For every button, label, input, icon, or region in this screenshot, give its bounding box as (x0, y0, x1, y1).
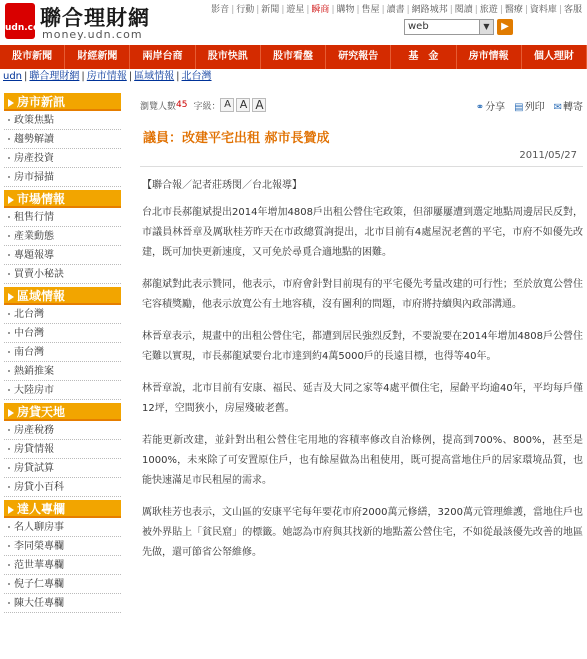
link-separator: | (558, 5, 562, 15)
link-separator: | (281, 5, 285, 15)
sidebar-item[interactable]: 南台灣 (4, 343, 121, 362)
breadcrumb-link[interactable]: 北台灣 (181, 71, 212, 82)
breadcrumb (0, 70, 587, 84)
top-link[interactable]: 資料庫 (529, 5, 557, 15)
nav-item[interactable]: 股市新聞 (0, 45, 65, 69)
email-label: 轉寄 (563, 101, 583, 113)
article-paragraph: 台北市長郝龍斌提出2014年增加4808戶出租公營住宅政策，但卻屢屢遭到選定地點周邊居民反對，市議員林晉章及厲耿桂芳昨天在市政總質詢提出，北市目前有4處屋況老舊的平宅，市府不如優先改建，既可加快更新速度，又可免於尋覓合適地點的困難。 (142, 207, 583, 258)
sidebar-section-header[interactable] (4, 500, 121, 518)
sidebar-item[interactable]: 產業動態 (4, 227, 121, 246)
breadcrumb-link[interactable]: udn (3, 71, 23, 82)
breadcrumb-separator: | (24, 71, 28, 82)
sidebar-item[interactable]: 房貸小百科 (4, 478, 121, 497)
sidebar-item[interactable]: 買賣小秘訣 (4, 265, 121, 284)
article-title: 議員：改建平宅出租 郝市長贊成 (143, 131, 330, 146)
sidebar-item[interactable]: 大陸房市 (4, 381, 121, 400)
sidebar-section-header[interactable] (4, 93, 121, 111)
top-link[interactable]: 旅遊 (479, 5, 498, 15)
triangle-right-icon (8, 409, 14, 417)
font-large-button[interactable]: A (252, 98, 266, 112)
sidebar-item[interactable]: 北台灣 (4, 305, 121, 324)
triangle-right-icon (8, 99, 14, 107)
font-size-label: 字級： (193, 101, 221, 112)
sidebar-section-title: 市場情報 (17, 192, 66, 206)
link-separator: | (449, 5, 453, 15)
article-toolbar (140, 95, 583, 115)
top-link[interactable]: 網路城邦 (411, 5, 448, 15)
sidebar-section-header[interactable] (4, 287, 121, 305)
search-select-value: web (408, 21, 429, 32)
sidebar-item[interactable]: 房市掃描 (4, 168, 121, 187)
search-button[interactable]: ▶ (497, 19, 513, 35)
font-medium-button[interactable]: A (236, 98, 250, 112)
triangle-right-icon (8, 506, 14, 514)
sidebar-section-title: 區域情報 (17, 289, 66, 303)
nav-item[interactable]: 研究報告 (326, 45, 391, 69)
triangle-right-icon (8, 196, 14, 204)
top-links (209, 2, 584, 15)
nav-item[interactable]: 基 金 (391, 45, 456, 69)
sidebar-item[interactable]: 房貸試算 (4, 459, 121, 478)
sidebar-item[interactable]: 范世華專欄 (4, 556, 121, 575)
top-link[interactable]: 瞬商 (311, 5, 330, 15)
link-separator: | (256, 5, 260, 15)
top-link[interactable]: 客服 (563, 5, 582, 15)
print-label: 列印 (524, 101, 545, 113)
link-separator: | (231, 5, 235, 15)
sidebar-item[interactable]: 倪子仁專欄 (4, 575, 121, 594)
printer-icon: ▤ (514, 101, 524, 113)
sidebar-section-title: 房貸天地 (17, 405, 66, 419)
top-link[interactable]: 影音 (211, 5, 230, 15)
font-small-button[interactable]: A (220, 98, 234, 112)
article-actions (476, 98, 583, 113)
link-separator: | (381, 5, 385, 15)
top-link[interactable]: 新聞 (261, 5, 280, 15)
sidebar-item[interactable]: 專題報導 (4, 246, 121, 265)
link-separator: | (474, 5, 478, 15)
nav-item[interactable]: 個人理財 (522, 45, 587, 69)
divider (140, 166, 583, 167)
share-icon: ⚭ (475, 101, 485, 113)
print-button[interactable] (514, 98, 544, 113)
sidebar (4, 93, 121, 613)
article-date: 2011/05/27 (519, 150, 577, 161)
share-button[interactable] (476, 98, 505, 113)
breadcrumb-separator: | (128, 71, 133, 82)
article-main (140, 95, 583, 563)
article-byline: 【聯合報／記者莊琇閔／台北報導】 (142, 180, 302, 191)
link-separator: | (331, 5, 335, 15)
article-paragraph: 林晉章表示，規畫中的出租公營住宅，都遭到居民強烈反對，不要說要在2014年增加4808戶公營住宅難以實現，市長郝龍斌要台北市達到約4萬5000戶的長遠目標，也得等40年。 (142, 331, 583, 362)
link-separator: | (524, 5, 528, 15)
article-body (140, 203, 583, 563)
sidebar-item[interactable]: 租售行情 (4, 208, 121, 227)
sidebar-section-title: 房市新訊 (17, 95, 66, 109)
site-header (0, 0, 587, 44)
top-link[interactable]: 醫療 (504, 5, 523, 15)
top-link[interactable]: 閱讀 (454, 5, 473, 15)
breadcrumb-link[interactable]: 聯合理財網 (29, 71, 80, 82)
email-button[interactable] (554, 98, 583, 113)
article-paragraph: 若能更新改建，並針對出租公營住宅用地的容積率修改自治條例，提高到700%、800%，甚至是1000%，未來除了可安置原住戶，也有餘屋做為出租使用，既可提高當地住戶的居家環境品質，也能快速滿足市民租屋的需求。 (142, 435, 583, 486)
udn-logo-badge[interactable]: udn.com (5, 3, 35, 39)
share-label: 分享 (485, 101, 506, 113)
nav-item[interactable]: 股市看盤 (261, 45, 326, 69)
sidebar-item[interactable]: 李同榮專欄 (4, 537, 121, 556)
triangle-right-icon (8, 293, 14, 301)
breadcrumb-separator: | (81, 71, 85, 82)
link-separator: | (406, 5, 410, 15)
article-paragraph: 林晉章說，北市目前有安康、福民、延吉及大同之家等4處平價住宅，屋齡平均逾40年，平均每戶僅12坪，空間狹小，房屋殘破老舊。 (142, 383, 583, 414)
sidebar-item[interactable]: 名人聊房事 (4, 518, 121, 537)
views-count: 45 (176, 100, 188, 110)
views-label: 瀏覽人數 (140, 101, 177, 112)
sidebar-item[interactable]: 房貸情報 (4, 440, 121, 459)
envelope-icon: ✉ (553, 101, 562, 113)
link-separator: | (499, 5, 503, 15)
breadcrumb-link[interactable]: 房市情報 (86, 71, 127, 82)
breadcrumb-separator: | (176, 71, 180, 82)
article-paragraph: 郝龍斌對此表示贊同，他表示，市府會針對目前現有的平宅優先考量改建的可行性；至於放寬公營住宅容積獎勵，他表示放寬公有土地容積，沒有圖利的問題，市府將持續與內政部溝通。 (142, 279, 583, 310)
nav-item[interactable]: 房市情報 (457, 45, 522, 69)
sidebar-section-header[interactable] (4, 403, 121, 421)
search-select[interactable] (404, 19, 494, 35)
sidebar-item[interactable]: 房產投資 (4, 149, 121, 168)
sidebar-item[interactable]: 熱銷推案 (4, 362, 121, 381)
top-link[interactable]: 購物 (336, 5, 355, 15)
sidebar-item[interactable]: 房產稅務 (4, 421, 121, 440)
main-nav (0, 45, 587, 69)
top-link[interactable]: 讀書 (386, 5, 405, 15)
site-logo-title[interactable]: 聯合理財網 (40, 6, 150, 30)
sidebar-item[interactable]: 趨勢解讀 (4, 130, 121, 149)
sidebar-section-title: 達人專欄 (17, 502, 66, 516)
link-separator: | (356, 5, 360, 15)
chevron-down-icon[interactable]: ▼ (479, 20, 493, 34)
sidebar-item[interactable]: 中台灣 (4, 324, 121, 343)
site-logo-subtitle: money.udn.com (42, 28, 143, 41)
top-link[interactable]: 遊星 (286, 5, 305, 15)
nav-item[interactable]: 兩岸台商 (130, 45, 195, 69)
breadcrumb-link[interactable]: 區域情報 (134, 71, 175, 82)
sidebar-item[interactable]: 政策焦點 (4, 111, 121, 130)
top-link[interactable]: 售屋 (361, 5, 380, 15)
sidebar-item[interactable]: 陳大任專欄 (4, 594, 121, 613)
sidebar-section-header[interactable] (4, 190, 121, 208)
article-paragraph: 厲耿桂芳也表示，文山區的安康平宅每年要花市府2000萬元修繕，3200萬元管理維護，當地住戶也被外界貼上「貧民窟」的標籤。她認為市府與其找新的地點蓋公營住宅，不如從最該優先改善的地區先做，還可節省公帑維修。 (142, 507, 583, 558)
nav-item[interactable]: 財經新聞 (65, 45, 130, 69)
top-link[interactable]: 行動 (236, 5, 255, 15)
link-separator: | (306, 5, 310, 15)
nav-item[interactable]: 股市快訊 (196, 45, 261, 69)
